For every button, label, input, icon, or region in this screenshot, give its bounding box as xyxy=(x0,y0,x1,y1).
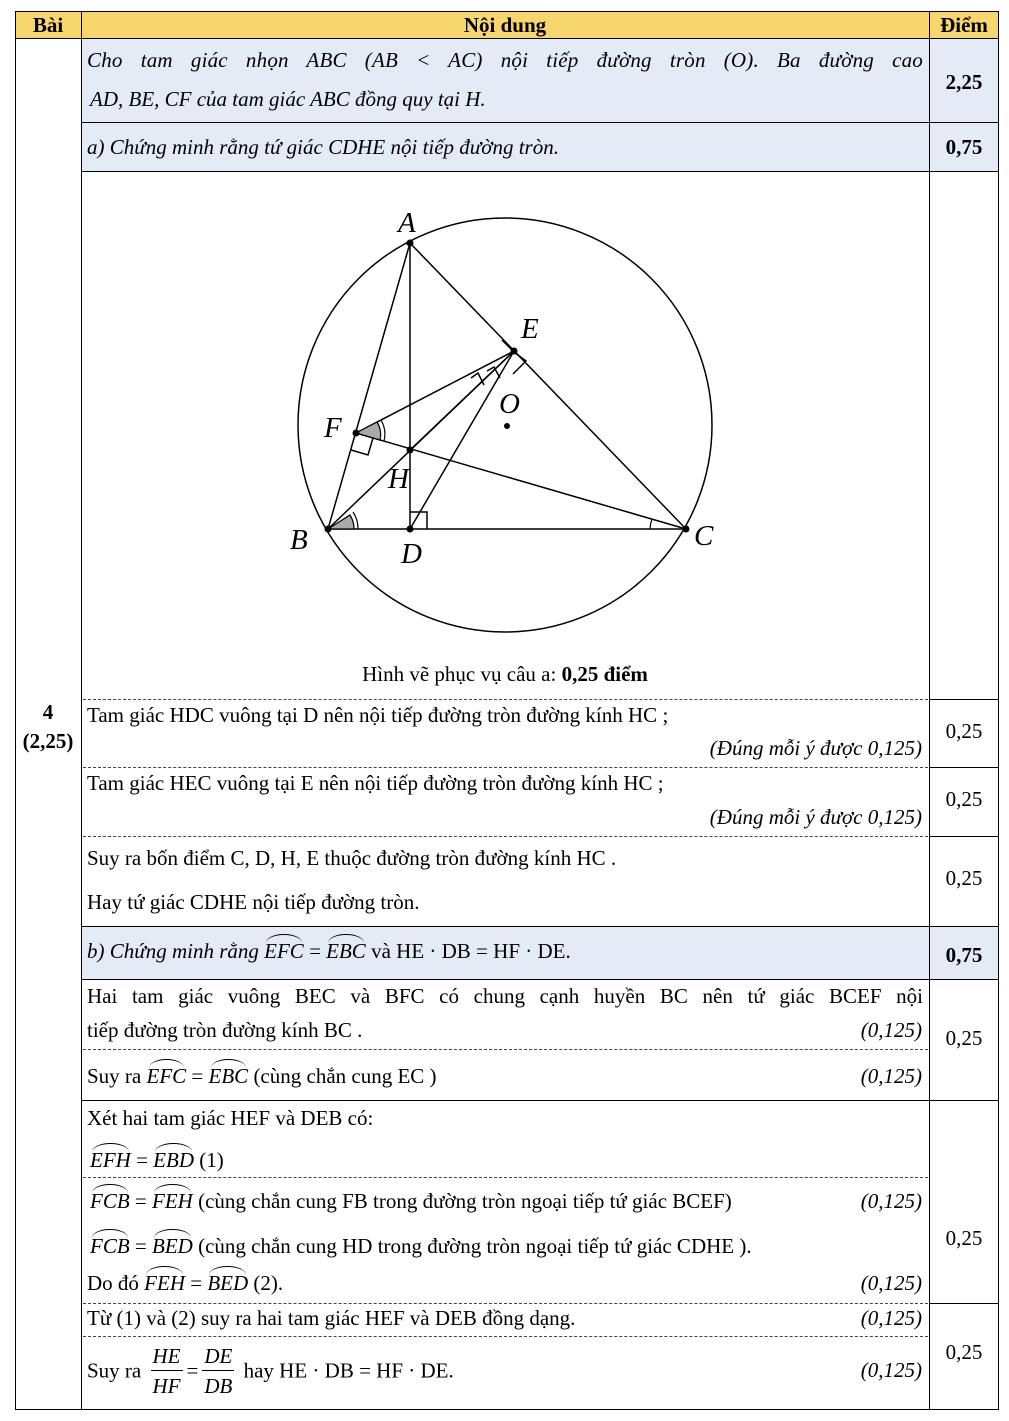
score-divider-a2 xyxy=(929,767,999,768)
header-noidung: Nội dung xyxy=(463,13,547,37)
b-s1-pts: (0,125) xyxy=(860,1018,922,1042)
intro-line-2: AD, BE, CF của tam giác ABC đồng quy tại H. xyxy=(90,87,486,111)
b-s8-pts: (0,125) xyxy=(860,1358,922,1382)
part-b-title: b) Chứng minh rằng EFC = EBC và HE · DB = HF · DE. xyxy=(87,939,571,963)
circumcircle xyxy=(298,218,712,632)
bai-number: 4 xyxy=(42,700,54,724)
dash-separator xyxy=(83,1177,928,1178)
b-s8: Suy ra $\frac{HE}{HF}$ = $\frac{DE}{DB}$ hay HE · DB = HF · DE. xyxy=(87,1344,454,1399)
point-a xyxy=(407,240,414,247)
row-divider-a-end xyxy=(81,926,999,927)
a-step3-line2: Hay tứ giác CDHE nội tiếp đường tròn. xyxy=(87,890,420,914)
b-s7-pts: (0,125) xyxy=(860,1306,922,1330)
a-step1-score: 0,25 xyxy=(945,719,983,743)
score-divider-a3 xyxy=(929,836,999,837)
row-divider-b-group1 xyxy=(81,1100,999,1101)
right-angle-f xyxy=(351,438,373,455)
intro-score: 2,25 xyxy=(945,70,983,94)
right-angle-e xyxy=(502,340,526,374)
angle-mark-f-outer xyxy=(381,420,385,441)
segment-fe xyxy=(356,351,514,433)
a-step1-note: (Đúng mỗi ý được 0,125) xyxy=(709,736,922,760)
right-angle-d xyxy=(410,512,427,529)
angle-mark-f xyxy=(356,422,381,440)
label-a: A xyxy=(398,207,416,239)
dash-separator xyxy=(83,1049,928,1050)
row-divider-intro xyxy=(81,122,999,123)
b-s3-line1: Xét hai tam giác HEF và DEB có: xyxy=(87,1106,374,1130)
bai-points: (2,25) xyxy=(22,729,74,753)
b-s1-line2: tiếp đường tròn đường kính BC . xyxy=(87,1018,363,1042)
point-b xyxy=(325,526,332,533)
segment-de xyxy=(410,351,514,529)
altitude-cf xyxy=(356,433,686,529)
dash-separator xyxy=(83,699,928,700)
part-b-score: 0,75 xyxy=(945,943,983,967)
b-s7-text: Từ (1) và (2) suy ra hai tam giác HEF và DEB đồng dạng. xyxy=(87,1306,576,1330)
segment-he xyxy=(410,351,514,450)
header-divider xyxy=(15,38,999,39)
row-divider-part-b xyxy=(81,979,999,980)
part-a-score: 0,75 xyxy=(945,135,983,159)
dash-separator xyxy=(83,1303,928,1304)
point-h xyxy=(407,447,414,454)
b-s5: FCB = BED (cùng chắn cung HD trong đường tròn ngoại tiếp tứ giác CDHE ). xyxy=(90,1234,752,1258)
b-s6-pts: (0,125) xyxy=(860,1271,922,1295)
side-ac xyxy=(410,243,686,529)
a-step1-text: Tam giác HDC vuông tại D nên nội tiếp đường tròn đường kính HC ; xyxy=(87,703,669,727)
b-s4: FCB = FEH (cùng chắn cung FB trong đường tròn ngoại tiếp tứ giác BCEF) xyxy=(90,1189,732,1213)
a-step2-note: (Đúng mỗi ý được 0,125) xyxy=(709,805,922,829)
point-f xyxy=(353,430,360,437)
row-divider-part-a xyxy=(81,171,999,172)
label-b: B xyxy=(290,524,308,556)
label-o: O xyxy=(499,388,520,420)
b-s2-text: Suy ra EFC = EBC (cùng chắn cung EC ) xyxy=(87,1064,437,1088)
b-group2-score: 0,25 xyxy=(945,1226,983,1250)
label-e: E xyxy=(521,313,539,345)
b-s3-eq: EFH = EBD (1) xyxy=(90,1148,224,1172)
figure-caption: Hình vẽ phục vụ câu a: 0,25 điểm xyxy=(362,662,648,686)
b-s4-pts: (0,125) xyxy=(860,1189,922,1213)
b-s1-line1: Hai tam giác vuông BEC và BFC có chung cạnh huyền BC nên tứ giác BCEF nội xyxy=(87,984,923,1008)
a-step2-score: 0,25 xyxy=(945,787,983,811)
fraction-de-db: $\frac{DE}{DB}$ xyxy=(204,1344,233,1399)
dash-separator xyxy=(83,1336,928,1337)
score-divider-a1 xyxy=(929,699,999,700)
col-divider-1 xyxy=(81,11,82,1410)
intro-line-1: Cho tam giác nhọn ABC (AB < AC) nội tiếp đường tròn (O). Ba đường cao xyxy=(87,48,923,72)
a-step3-score: 0,25 xyxy=(945,866,983,890)
table-border-right xyxy=(998,11,999,1410)
angle-mark-b-outer xyxy=(353,512,358,529)
tick-mark xyxy=(487,367,500,378)
b-s2-pts: (0,125) xyxy=(860,1064,922,1088)
score-divider-b2 xyxy=(929,1303,999,1304)
b-s6: Do đó FEH = BED (2). xyxy=(87,1271,284,1295)
label-d: D xyxy=(401,538,422,570)
a-step2-text: Tam giác HEC vuông tại E nên nội tiếp đường tròn đường kính HC ; xyxy=(87,771,664,795)
part-a-title: a) Chứng minh rằng tứ giác CDHE nội tiếp đường tròn. xyxy=(87,135,559,159)
point-e xyxy=(511,348,518,355)
b-group3-score: 0,25 xyxy=(945,1340,983,1364)
header-bai: Bài xyxy=(32,13,64,37)
label-h: H xyxy=(388,463,409,495)
point-o xyxy=(504,423,510,429)
altitude-be xyxy=(328,351,514,529)
header-diem: Điểm xyxy=(940,13,988,37)
side-ab xyxy=(328,243,410,529)
b-group1-score: 0,25 xyxy=(945,1026,983,1050)
col-divider-2 xyxy=(929,11,930,1410)
label-f: F xyxy=(324,412,342,444)
angle-mark-c xyxy=(650,519,652,529)
point-d xyxy=(407,526,414,533)
tick-mark xyxy=(471,373,484,385)
dash-separator xyxy=(83,836,928,837)
dash-separator xyxy=(83,767,928,768)
angle-mark-b xyxy=(328,515,354,529)
label-c: C xyxy=(694,520,714,552)
point-c xyxy=(683,526,690,533)
a-step3-line1: Suy ra bốn điểm C, D, H, E thuộc đường tròn đường kính HC . xyxy=(87,846,617,870)
fraction-he-hf: $\frac{HE}{HF}$ xyxy=(152,1344,181,1399)
table-border-bottom xyxy=(15,1409,999,1410)
